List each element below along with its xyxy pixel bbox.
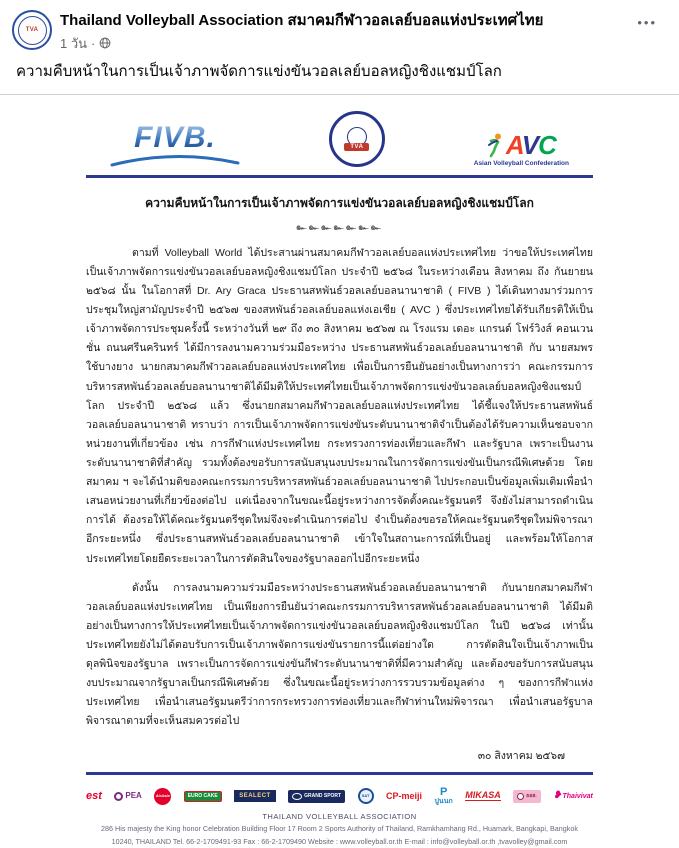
attached-document-image[interactable] — [0, 94, 679, 846]
document-title: ความคืบหน้าในการเป็นเจ้าภาพจัดการแข่งขันวอลเลย์บอลหญิงชิงแชมป์โลก — [145, 195, 534, 210]
volleyball-player-icon — [487, 133, 503, 157]
eurocake-logo-icon: EURO CAKE — [184, 791, 222, 802]
tva-logo-icon — [329, 111, 385, 167]
avc-caption: Asian Volleyball Confederation — [473, 159, 569, 167]
post-menu-button[interactable]: ••• — [637, 15, 657, 30]
document-paragraph-2: ดังนั้น การลงนามความร่วมมือระหว่างประธานสหพันธ์วอลเลย์บอลนานาชาติ กับนายกสมาคมกีฬาวอลเลย์บอลแห่งประเทศไทย เป็นเพียงการยืนยันว่าคณะกรรมการบริหารสหพันธ์วอลเลย์บอลนานาชาติ ได้มีมติอย่างเป็นทางการให้ประเทศไทยเป็นเจ้าภาพจัดการแข่งขันวอลเลย์บอลหญิงชิงแชมป์โลก ในปี ๒๕๖๘ เท่านั้น ประเทศไทยยังไม่ได้ตอบรับการเป็นเจ้าภาพจัดการแข่งขันรายการนี้แต่อย่างใด การตัดสินใจเป็นเจ้าภาพเป็นดุลพินิจของรัฐบาล เพราะเป็นการจัดการแข่งขันกีฬาระดับนานาชาติที่มีความสำคัญ และต้องขอรับการสนับสนุนงบประมาณจากรัฐบาลเป็นกรณีพิเศษด้วย ซึ่งในขณะนี้อยู่ระหว่างการรวบรวมข้อมูลต่าง ๆ ของการกีฬาแห่งประเทศไทย เพื่อนำเสนอรัฐมนตรีว่าการกระทรวงการท่องเที่ยวและกีฬาท่านใหม่พิจารณา เพื่อนำเสนอรัฐบาลพิจารณาตามที่จะเห็นสมควรต่อไป — [86, 581, 593, 728]
fivb-logo-icon — [110, 120, 240, 167]
sat-seal-icon: SAT — [358, 788, 374, 804]
meta-separator: · — [91, 35, 96, 51]
post-header — [0, 0, 679, 54]
avc-logo-text: AVC — [505, 129, 556, 160]
grandsport-logo-icon: GRAND SPORT — [288, 790, 345, 803]
avc-logo-icon — [473, 129, 569, 167]
header-rule — [86, 175, 593, 178]
avatar[interactable] — [12, 10, 52, 50]
fivb-logo-text: FIVB. — [134, 120, 216, 154]
post-timestamp[interactable]: 1 วัน — [60, 35, 88, 51]
footer-address-line-1: 286 His majesty the King honor Celebration Building Floor 17 Room 2 Sports Authority of Thailand, Ramkhamhang Rd., Huamark, Bangkapi, Bangkok — [101, 824, 578, 834]
airasia-logo-icon: AirAsia — [154, 788, 171, 805]
est-logo-icon: est — [86, 789, 102, 802]
post-meta — [60, 33, 543, 54]
thaivivat-logo-icon: ❥ Thaivivat — [553, 790, 593, 802]
ghbank-logo-icon: ธอส. — [513, 790, 541, 803]
cp-meiji-logo-icon: CP-meiji — [386, 790, 423, 801]
page-name-link[interactable]: Thailand Volleyball Association สมาคมกีฬาวอลเลย์บอลแห่งประเทศไทย — [60, 12, 544, 29]
fivb-swoosh-icon — [110, 155, 240, 167]
footer-organization: THAILAND VOLLEYBALL ASSOCIATION — [262, 812, 417, 822]
header-text — [60, 10, 543, 54]
ornament-divider: ๛๛๛๛๛๛๛ — [296, 221, 383, 232]
footer-address — [86, 823, 593, 847]
tva-avatar-emblem — [18, 16, 47, 45]
tva-logo-text: TVA — [344, 143, 369, 151]
poon-nok-logo-icon: P ปูนนก — [434, 786, 453, 806]
document-date: ๓๐ สิงหาคม ๒๕๖๗ — [477, 750, 565, 763]
pea-logo-icon: PEA — [114, 792, 141, 801]
document-paragraph-1: ตามที่ Volleyball World ได้ประสานผ่านสมาคมกีฬาวอลเลย์บอลแห่งประเทศไทย ว่าขอให้ประเทศไทยเป็นเจ้าภาพจัดการแข่งขันวอลเลย์บอลหญิงชิงแชมป์โลก ประจำปี ๒๕๖๘ ในระหว่างเดือน สิงหาคม ถึง กันยายน ๒๕๖๘ นั้น ในโอกาสที่ Dr. Ary Graca ประธานสหพันธ์วอลเลย์บอลนานาชาติ ( FIVB ) ได้เดินทางมาร่วมการประชุมใหญ่สามัญประจำปี ๒๕๖๗ ของสหพันธ์วอลเลย์บอลแห่งเอเชีย ( AVC ) ซึ่งประเทศไทยได้รับเกียรติให้เป็นเจ้าภาพจัดการประชุมครั้งนี้ ระหว่างวันที่ ๒๙ ถึง ๓๐ สิงหาคม ๒๕๖๗ ณ โรงแรม เดอะ แกรนด์ โฟร์วิงส์ คอนเวนชั่น ถนนศรีนครินทร์ ได้มีการลงนามความร่วมมือระหว่าง ประธานสหพันธ์วอลเลย์บอลนานาชาติ กับ นายสมพร ใช้บางยาง นายกสมาคมกีฬาวอลเลย์บอลแห่งประเทศไทย เพื่อเป็นการยืนยันอย่างเป็นทางการว่า คณะกรรมการบริหารสหพันธ์วอลเลย์บอลนานาชาติได้มีมติให้ประเทศไทยเป็นเจ้าภาพจัดการแข่งขันวอลเลย์บอลหญิงชิงแชมป์โลก ประจำปี ๒๕๖๘ แล้ว ซึ่งนายกสมาคมกีฬาวอลเลย์บอลแห่งประเทศไทย ได้ชี้แจงให้ประธานสหพันธ์วอลเลย์บอลนานาชาติ ทราบว่า การเป็นเจ้าภาพจัดการแข่งขันระดับนานาชาติจำเป็นต้องได้รับความเห็นชอบจากหน่วยงานที่เกี่ยวข้อง เช่น การกีฬาแห่งประเทศไทย กระทรวงการท่องเที่ยวและกีฬา และรัฐบาล เพราะเป็นงานระดับนานาชาติที่สำคัญ รวมทั้งต้องขอรับการสนับสนุนงบประมาณในการจัดการแข่งขันเป็นกรณีพิเศษด้วย โดยสมาคม ฯ จะได้นำมติของคณะกรรมการบริหารสหพันธ์วอลเลย์บอลนานาชาติ ไปประกอบเป็นข้อมูลเพิ่มเติมเพื่อนำเสนอหน่วยงานที่เกี่ยวข้องต่อไป แต่เนื่องจากในขณะนี้อยู่ระหว่างการจัดตั้งคณะรัฐมนตรี จึงยังไม่สามารถดำเนินการได้ ต้องรอให้ได้คณะรัฐมนตรีชุดใหม่จึงจะดำเนินการต่อไป จำเป็นต้องขอรอให้คณะรัฐมนตรีชุดใหม่พิจารณาอีกระยะหนึ่ง ซึ่งประธานสหพันธ์วอลเลย์บอลนานาชาติ เข้าใจในสถานะการณ์ที่เป็นอยู่ และพร้อมให้โอกาสประเทศไทยโดยยืดระยะเวลาในการตัดสินใจของรัฐบาลออกไปอีกระยะหนึ่ง — [86, 246, 593, 565]
document-logo-row — [86, 107, 593, 167]
sealect-logo-icon: SEALECT — [234, 790, 276, 802]
footer-address-line-2: 10240, THAILAND Tel. 66-2-1709491-93 Fax : 66-2-1709490 Website : www.volleyball.or.th E-mail : info@volleyball.or.th ,tvavolley@gmail.com — [111, 836, 568, 846]
sponsor-logo-row — [86, 784, 593, 808]
footer-rule — [86, 772, 593, 775]
post-message: ความคืบหน้าในการเป็นเจ้าภาพจัดการแข่งขันวอลเลย์บอลหญิงชิงแชมป์โลก — [16, 62, 502, 80]
avatar-tva-text: TVA — [25, 27, 39, 33]
globe-privacy-icon — [99, 37, 111, 49]
mikasa-logo-icon: MIKASA — [465, 790, 501, 801]
